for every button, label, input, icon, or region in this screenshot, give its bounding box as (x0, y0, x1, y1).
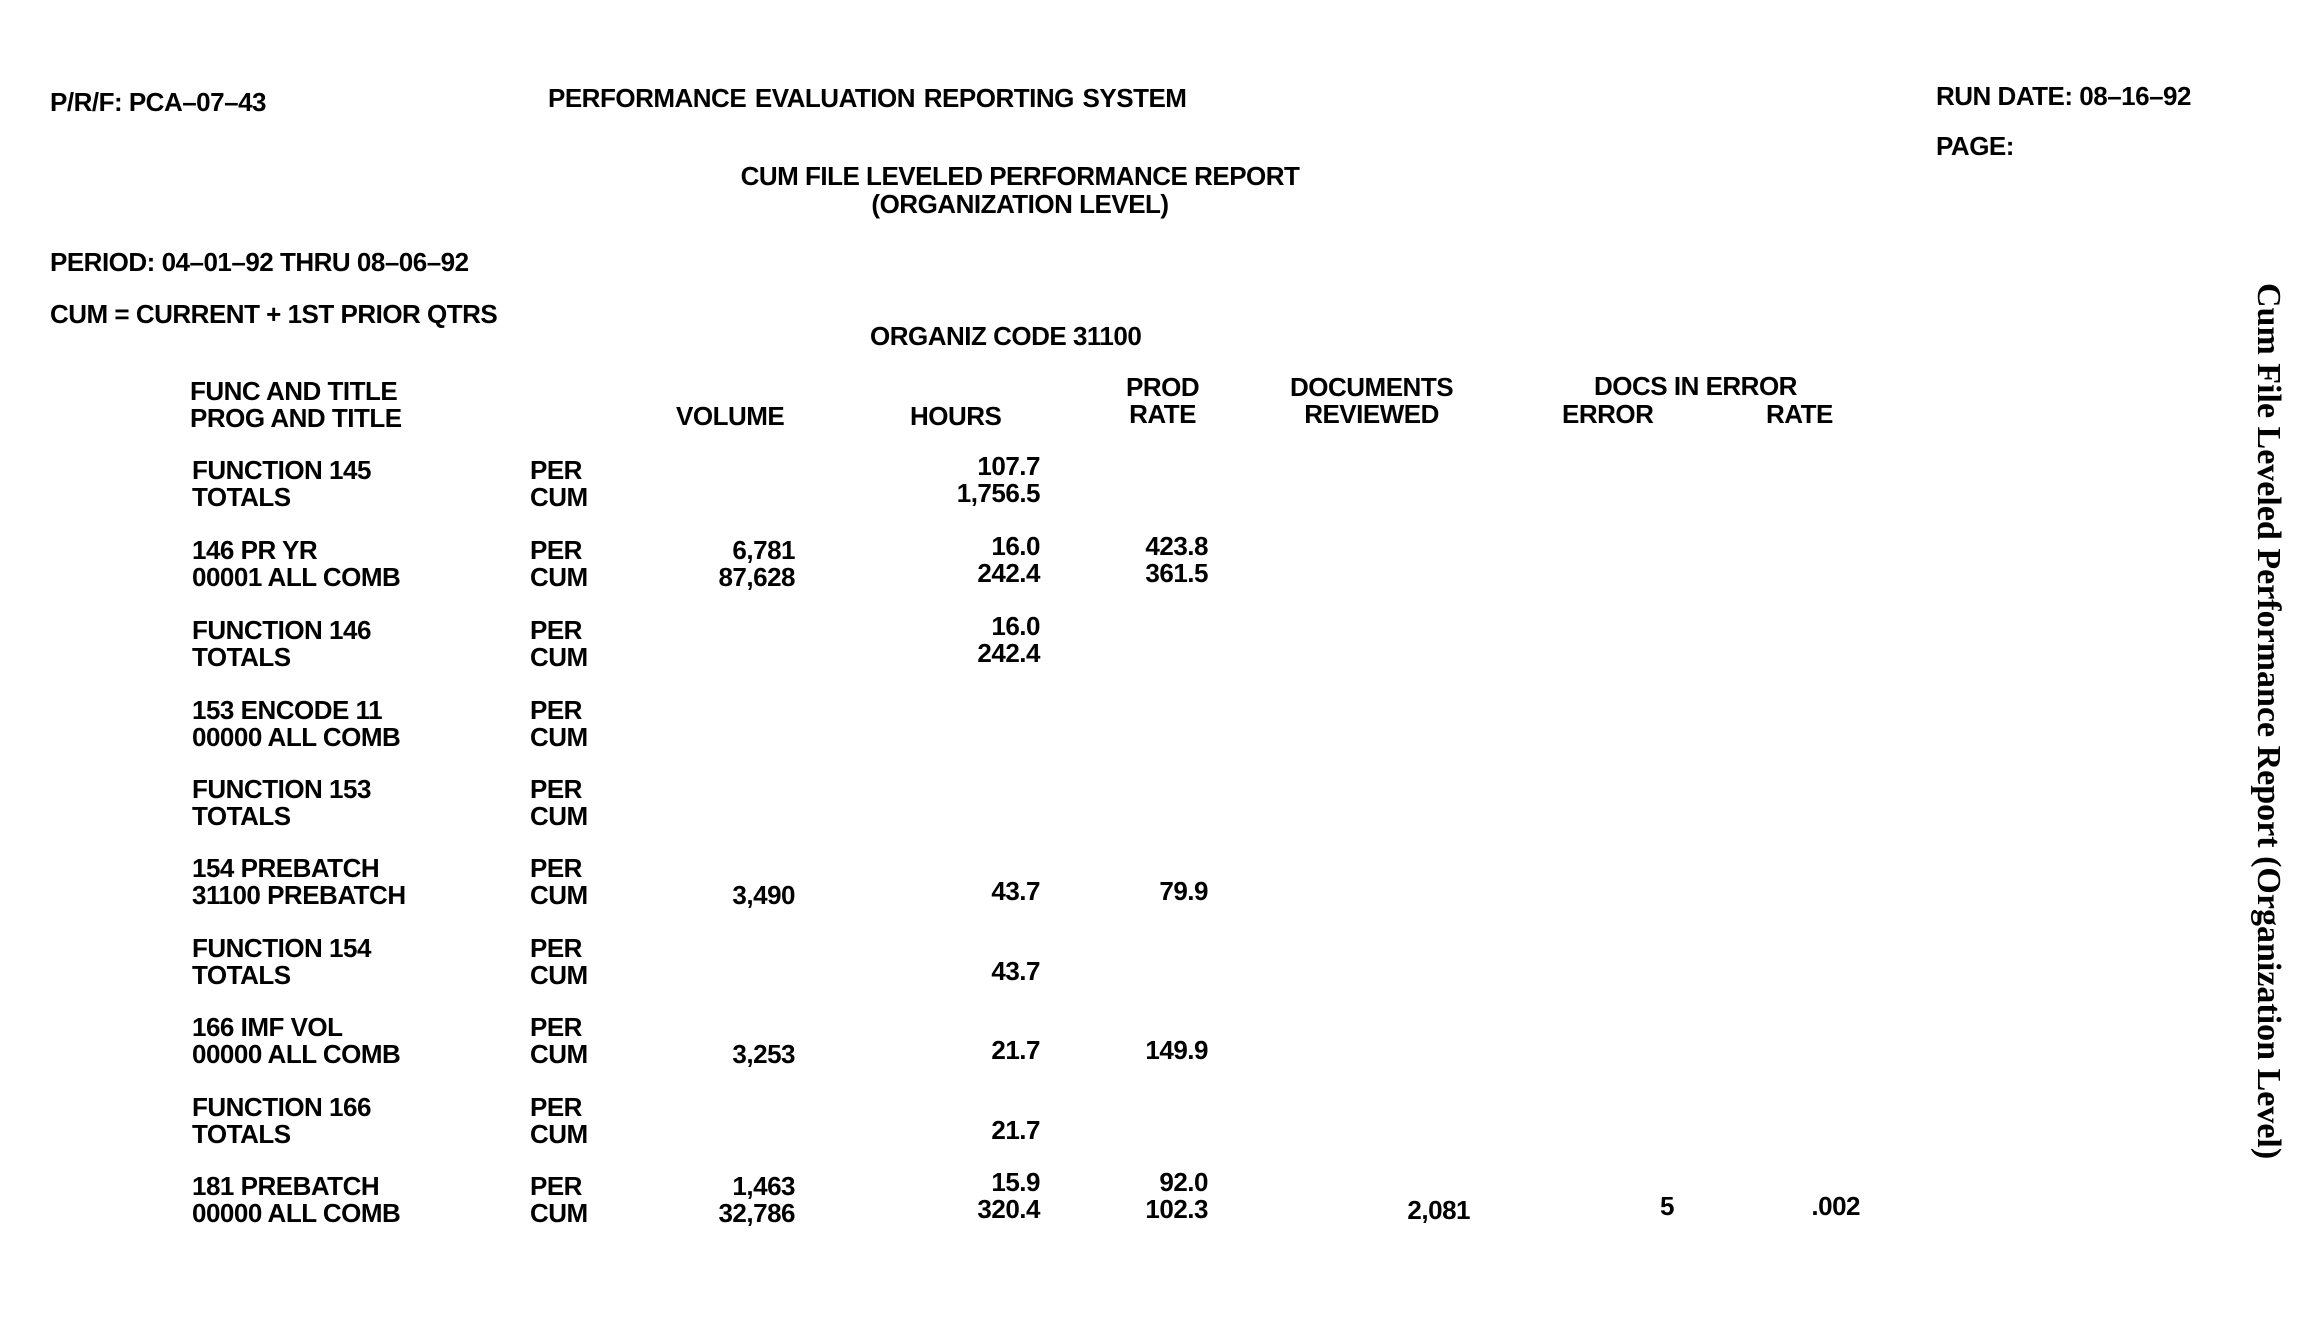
row-title-line1: 166 IMF VOL (192, 1012, 343, 1042)
col-func-line2: PROG AND TITLE (190, 403, 402, 433)
row-title-line2: TOTALS (192, 801, 291, 831)
row-hours-per: 107.7 (977, 451, 1040, 481)
report-title-line2: (ORGANIZATION LEVEL) (871, 189, 1169, 219)
report-title-line1: CUM FILE LEVELED PERFORMANCE REPORT (740, 161, 1300, 191)
col-docs-line1: DOCUMENTS (1290, 372, 1454, 402)
row-prod-per: 423.8 (1145, 531, 1208, 561)
row-type-per: PER (530, 1092, 582, 1122)
period: PERIOD: 04–01–92 THRU 08–06–92 (50, 247, 469, 277)
row-title-line2: TOTALS (192, 960, 291, 990)
row-hours-cum: 21.7 (991, 1035, 1040, 1065)
row-type-cum: CUM (530, 562, 588, 592)
row-type-cum: CUM (530, 1119, 588, 1149)
row-title-line2: TOTALS (192, 1119, 291, 1149)
row-type-per: PER (530, 615, 582, 645)
row-type-per: PER (530, 1012, 582, 1042)
report-title (741, 162, 1300, 218)
col-prod-line2: RATE (1129, 399, 1196, 429)
row-volume-per: 6,781 (732, 535, 795, 565)
row-title-line1: FUNCTION 153 (192, 774, 371, 804)
row-hours-cum: 43.7 (991, 876, 1040, 906)
side-title (2248, 283, 2288, 1293)
col-prod-rate (1126, 374, 1199, 428)
row-hours-cum: 1,756.5 (956, 478, 1040, 508)
row-title-line1: FUNCTION 145 (192, 455, 371, 485)
row-title-line2: 00000 ALL COMB (192, 1198, 401, 1228)
row-type-cum: CUM (530, 482, 588, 512)
row-title-line1: 181 PREBATCH (192, 1171, 380, 1201)
row-type-per: PER (530, 455, 582, 485)
row-title-line1: FUNCTION 154 (192, 933, 371, 963)
row-title-line2: TOTALS (192, 482, 291, 512)
row-type-per: PER (530, 1171, 582, 1201)
org-code: ORGANIZ CODE 31100 (870, 321, 1142, 351)
row-error-rate: .002 (1811, 1191, 1860, 1221)
col-docs-in-error: DOCS IN ERROR (1594, 371, 1797, 401)
row-hours-per: 16.0 (991, 611, 1040, 641)
row-type-cum: CUM (530, 1198, 588, 1228)
row-type-cum: CUM (530, 960, 588, 990)
row-volume-cum: 32,786 (718, 1198, 795, 1228)
col-hours: HOURS (910, 401, 1002, 431)
col-rate: RATE (1766, 399, 1833, 429)
row-type-per: PER (530, 853, 582, 883)
row-title-line2: TOTALS (192, 642, 291, 672)
row-volume-cum: 3,490 (732, 880, 795, 910)
col-prod-line1: PROD (1126, 372, 1200, 402)
side-title-text: Cum File Leveled Performance Report (Organization Level) (2250, 283, 2287, 1160)
row-title-line1: 146 PR YR (192, 535, 318, 565)
row-prod-per: 92.0 (1159, 1167, 1208, 1197)
system-title: PERFORMANCE EVALUATION REPORTING SYSTEM (548, 83, 1187, 113)
col-volume: VOLUME (676, 401, 785, 431)
row-prod-cum: 79.9 (1159, 876, 1208, 906)
row-hours-cum: 21.7 (991, 1115, 1040, 1145)
row-type-per: PER (530, 695, 582, 725)
row-title-line1: 154 PREBATCH (192, 853, 380, 883)
row-type-cum: CUM (530, 1039, 588, 1069)
row-title-line2: 31100 PREBATCH (192, 880, 406, 910)
row-error: 5 (1660, 1191, 1674, 1221)
row-title-line1: FUNCTION 166 (192, 1092, 371, 1122)
row-title-line2: 00001 ALL COMB (192, 562, 401, 592)
cum-note: CUM = CURRENT + 1ST PRIOR QTRS (50, 299, 498, 329)
row-volume-per: 1,463 (732, 1171, 795, 1201)
row-type-cum: CUM (530, 880, 588, 910)
col-func-title (190, 378, 402, 432)
row-hours-cum: 242.4 (977, 638, 1040, 668)
row-title-line2: 00000 ALL COMB (192, 1039, 401, 1069)
row-hours-cum: 242.4 (977, 558, 1040, 588)
program-id: P/R/F: PCA–07–43 (50, 87, 266, 117)
row-prod-cum: 102.3 (1145, 1194, 1208, 1224)
row-title-line1: FUNCTION 146 (192, 615, 371, 645)
row-prod-cum: 149.9 (1145, 1035, 1208, 1065)
row-volume-cum: 87,628 (718, 562, 795, 592)
row-type-cum: CUM (530, 642, 588, 672)
col-docs-line2: REVIEWED (1304, 399, 1439, 429)
row-type-per: PER (530, 535, 582, 565)
row-hours-cum: 43.7 (991, 956, 1040, 986)
row-docs-reviewed: 2,081 (1407, 1195, 1470, 1225)
col-docs-reviewed (1290, 374, 1453, 428)
row-title-line2: 00000 ALL COMB (192, 722, 401, 752)
row-hours-per: 15.9 (991, 1167, 1040, 1197)
row-prod-cum: 361.5 (1145, 558, 1208, 588)
row-hours-cum: 320.4 (977, 1194, 1040, 1224)
col-error: ERROR (1562, 399, 1654, 429)
page-label: PAGE: (1936, 131, 2014, 161)
row-hours-per: 16.0 (991, 531, 1040, 561)
row-type-cum: CUM (530, 722, 588, 752)
run-date: RUN DATE: 08–16–92 (1936, 81, 2191, 111)
row-title-line1: 153 ENCODE 11 (192, 695, 383, 725)
row-type-cum: CUM (530, 801, 588, 831)
col-func-line1: FUNC AND TITLE (190, 376, 398, 406)
row-volume-cum: 3,253 (732, 1039, 795, 1069)
row-type-per: PER (530, 774, 582, 804)
row-type-per: PER (530, 933, 582, 963)
